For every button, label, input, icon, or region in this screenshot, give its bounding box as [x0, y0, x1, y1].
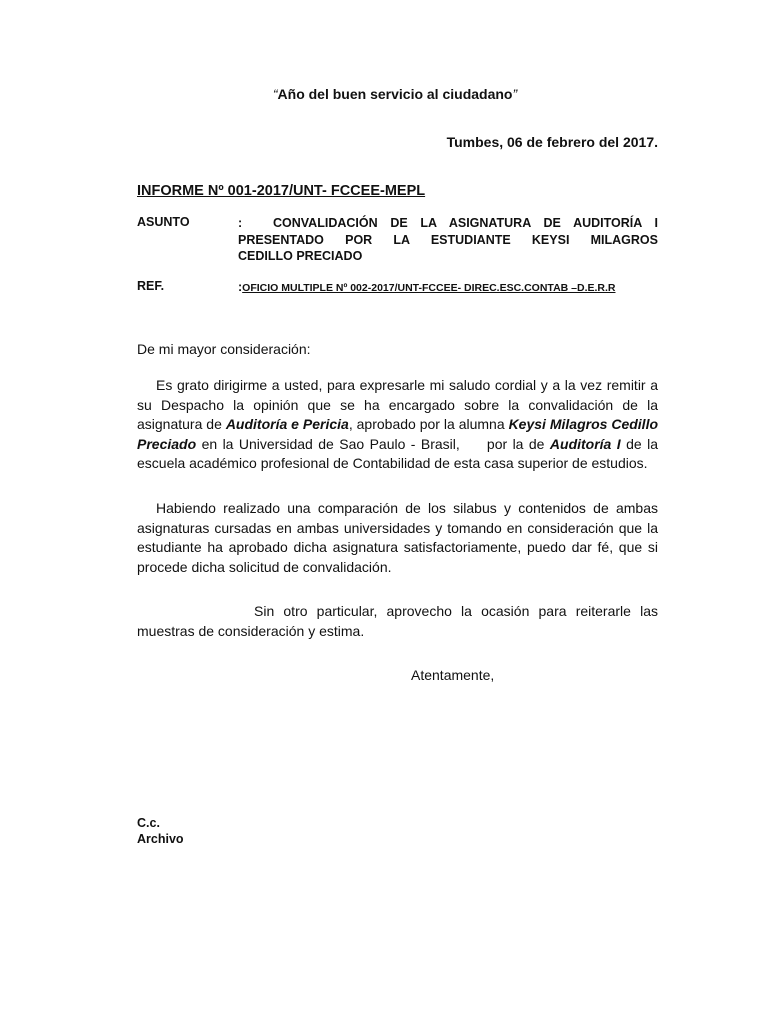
- subject-line-3: CEDILLO PRECIADO: [238, 249, 363, 263]
- paragraph-3: Sin otro particular, aprovecho la ocasión para reiterarle las muestras de consideración y estima.: [137, 603, 658, 639]
- reference-text: OFICIO MULTIPLE Nº 002-2017/UNT-FCCEE- DIREC.ESC.CONTAB –D.E.R.R: [242, 282, 616, 294]
- paragraph-1: [137, 376, 658, 474]
- greeting: De mi mayor consideración:: [137, 341, 311, 357]
- reference-label: REF.: [137, 279, 165, 293]
- paragraph-1-part-c: , aprobado por la alumna: [348, 416, 509, 432]
- paragraph-1-part-a: Es grato dirigirme a usted, para expresarle mi saludo cordial y a la vez remitir a su Despacho la opinión que se ha encargado sobre la convalidación de la asignatura de: [137, 377, 658, 432]
- reference-colon: :: [238, 280, 243, 294]
- motto-open-quote: “: [272, 86, 278, 102]
- paragraph-1-part-e: en la Universidad de Sao Paulo - Brasil, por la de: [196, 435, 550, 452]
- paragraph-1-part-g: de la escuela académico profesional de Contabilidad de esta casa superior de estudios.: [137, 435, 658, 471]
- copy-block: [137, 815, 184, 847]
- motto-close-quote: ”: [512, 86, 518, 102]
- subject-value: [238, 215, 658, 265]
- course-name-origin: Auditoría e Pericia: [225, 416, 349, 432]
- subject-label: ASUNTO: [137, 215, 190, 229]
- student-name: Keysi Milagros Cedillo Preciado: [137, 416, 659, 452]
- paragraph-2: Habiendo realizado una comparación de los silabus y contenidos de ambas asignaturas cursadas en ambas universidades y tomando en consideración que la estudiante ha aprobado dicha asignatura satisfactoriamente, puedo dar fé, que si procede dicha solicitud de convalidación.: [137, 500, 658, 575]
- motto-line: [0, 86, 768, 102]
- report-title: INFORME Nº 001-2017/UNT- FCCEE-MEPL: [137, 183, 426, 199]
- subject-line-2: PRESENTADO POR LA ESTUDIANTE KEYSI MILAGROS: [238, 232, 658, 247]
- course-name-target: Auditoría I: [549, 435, 621, 452]
- closing: Atentamente,: [411, 667, 495, 683]
- archive-label: Archivo: [137, 832, 184, 846]
- subject-colon: :: [238, 216, 243, 230]
- subject-line-1-text: CONVALIDACIÓN DE LA ASIGNATURA DE AUDITORÍA I: [273, 216, 658, 230]
- subject-line-1: [238, 215, 658, 232]
- cc-label: C.c.: [137, 816, 160, 830]
- letter-date: Tumbes, 06 de febrero del 2017.: [446, 134, 658, 150]
- reference-value: [238, 280, 616, 294]
- motto-text: Año del buen servicio al ciudadano: [277, 86, 513, 102]
